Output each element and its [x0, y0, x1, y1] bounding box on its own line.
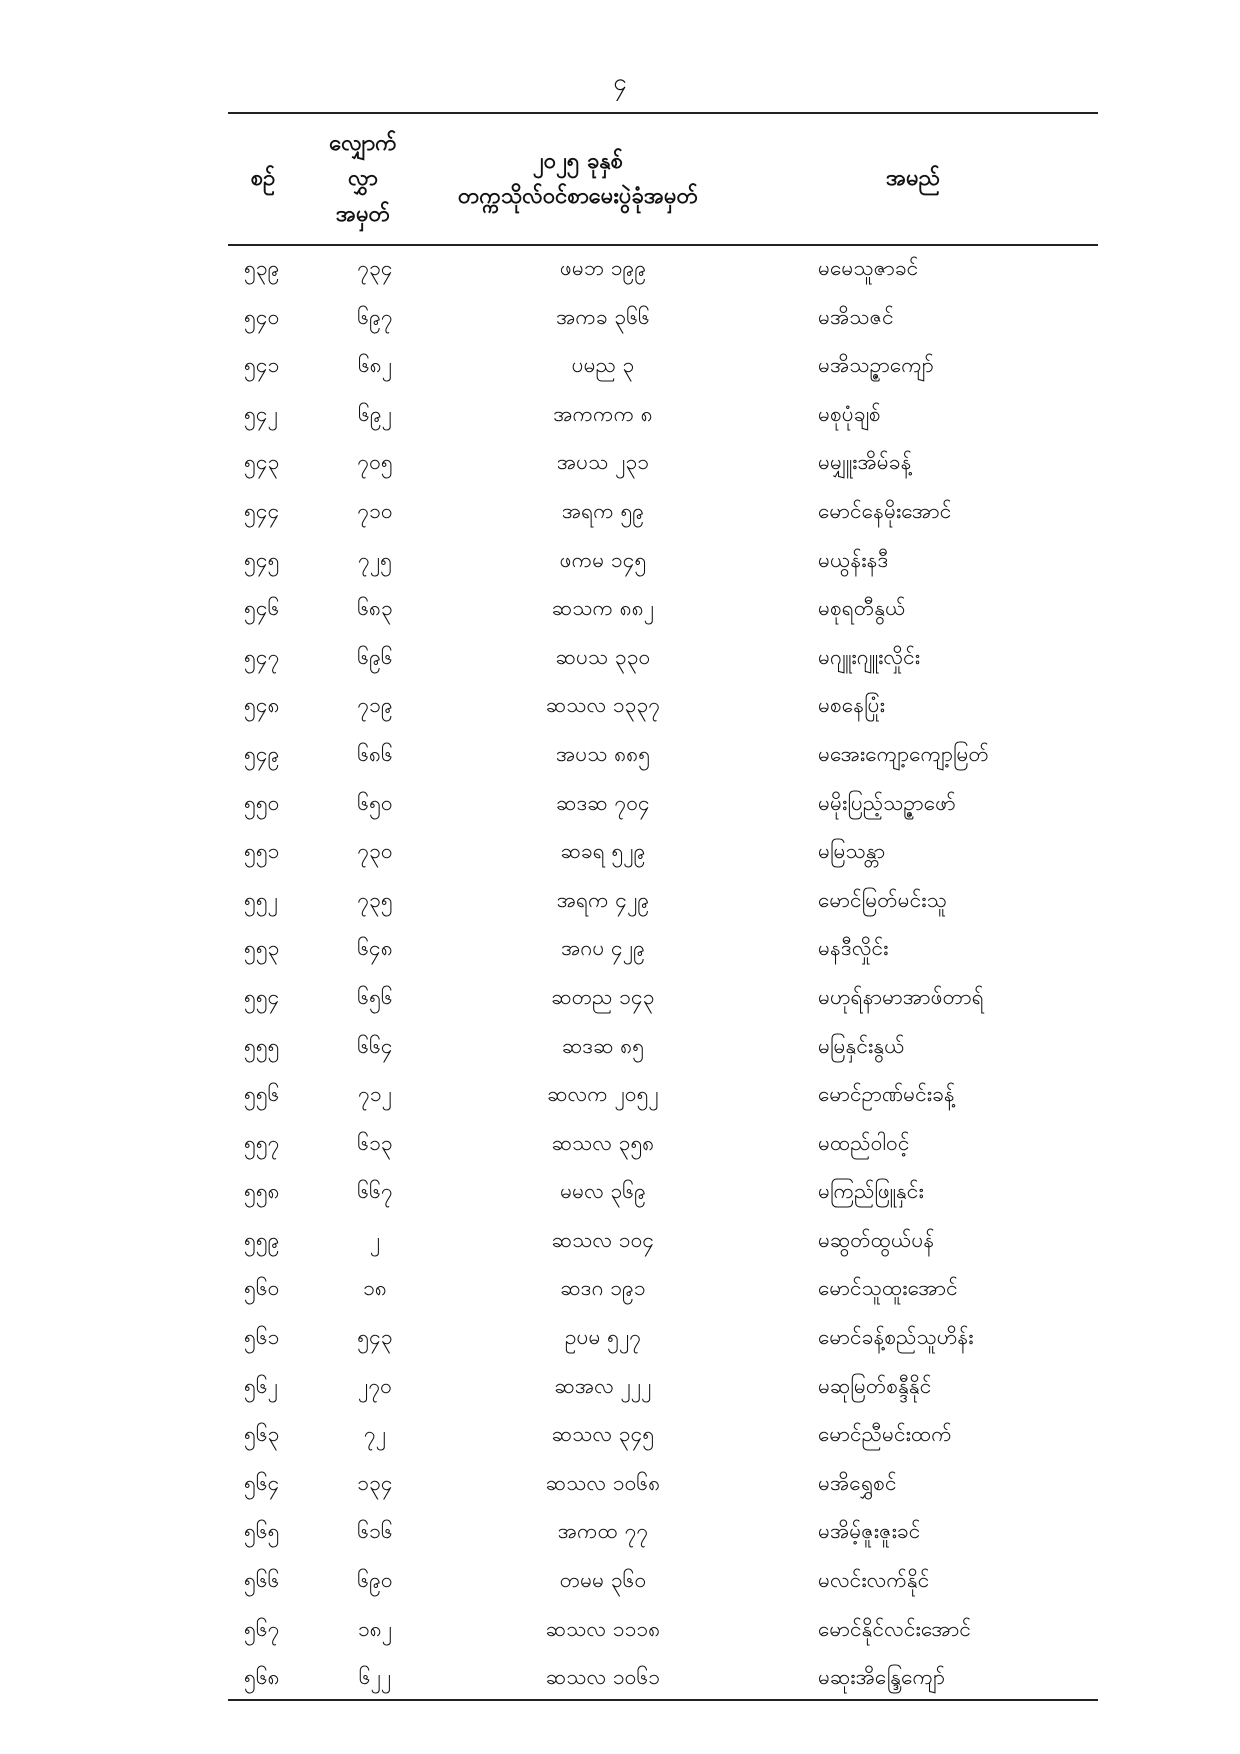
cell-serial: ၅၅၃ — [244, 936, 280, 961]
cell-application-no: ၆၄၈ — [357, 936, 393, 961]
cell-name: မမြနှင်းနွယ် — [818, 1033, 905, 1058]
cell-application-no: ၇၁၉ — [357, 693, 393, 718]
cell-application-no: ၇၃၄ — [357, 256, 393, 280]
cell-exam-roll-no: အရက ၅၉ — [561, 498, 645, 523]
cell-serial: ၅၅၈ — [244, 1179, 280, 1204]
cell-serial: ၅၅၀ — [244, 790, 280, 815]
cell-application-no: ၆၁၃ — [357, 1130, 393, 1155]
table-row — [228, 1270, 1098, 1319]
cell-application-no: ၁၃၄ — [357, 1470, 393, 1495]
cell-exam-roll-no: အကခ ၃၆၆ — [556, 304, 650, 329]
cell-name: မအိရွှေစင် — [818, 1470, 897, 1495]
cell-serial: ၅၄၇ — [244, 644, 280, 669]
cell-exam-roll-no: ဆသလ ၁၃၃၇ — [545, 693, 661, 718]
cell-exam-roll-no: ဆသလ ၃၅၈ — [551, 1130, 655, 1155]
table-row — [228, 250, 1098, 299]
cell-exam-roll-no: အပသ ၈၈၅ — [555, 741, 651, 766]
table-row — [228, 347, 1098, 396]
cell-serial: ၅၄၂ — [244, 401, 278, 426]
cell-serial: ၅၄၁ — [244, 353, 280, 378]
cell-serial: ၅၆၂ — [244, 1373, 278, 1398]
cell-exam-roll-no: တမမ ၃၆၀ — [559, 1568, 647, 1593]
cell-name: မထည်ဝါဝင့် — [818, 1130, 910, 1155]
cell-exam-roll-no: ဆလက ၂၀၅၂ — [547, 1082, 659, 1107]
cell-serial: ၅၅၇ — [244, 1130, 280, 1155]
table-row — [228, 396, 1098, 445]
cell-application-no: ၆၆၇ — [357, 1179, 393, 1204]
cell-name: မောင်ဥာဏ်မင်းခန့် — [818, 1082, 955, 1107]
cell-application-no: ၆၈၆ — [357, 741, 393, 766]
table-row — [228, 1465, 1098, 1514]
cell-name: မဟုရ်နာမာအာဖ်တာရ် — [818, 984, 984, 1009]
cell-serial: ၅၆၅ — [244, 1519, 280, 1544]
table-body — [228, 250, 1098, 1708]
cell-exam-roll-no: မမလ ၃၆၉ — [560, 1179, 646, 1204]
cell-name: မစုပုံချစ် — [818, 401, 881, 426]
cell-serial: ၅၆၇ — [244, 1616, 280, 1641]
cell-application-no: ၆၉၇ — [357, 304, 393, 329]
cell-exam-roll-no: ဥပမ ၅၂၇ — [564, 1325, 642, 1350]
cell-name: မအိမ့်ဇူးဇူးခင် — [818, 1519, 921, 1544]
cell-name: မအိသဉ္ဇာကျော် — [818, 353, 934, 378]
header-exam-line2: တက္ကသိုလ်ဝင်စာမေးပွဲခုံအမှတ် — [457, 184, 699, 209]
cell-serial: ၅၆၈ — [244, 1665, 280, 1690]
table-row — [228, 1319, 1098, 1368]
cell-application-no: ၆၉၆ — [357, 644, 393, 669]
table-bottom-rule — [228, 1699, 1098, 1701]
header-exam-roll-no — [428, 114, 728, 244]
table-row — [228, 1416, 1098, 1465]
table-row — [228, 1076, 1098, 1125]
cell-application-no: ၆၆၄ — [357, 1033, 393, 1058]
table-row — [228, 979, 1098, 1028]
cell-exam-roll-no: ဆဒဂ ၁၉၁ — [560, 1276, 646, 1301]
cell-serial: ၅၄၃ — [244, 450, 280, 475]
cell-name: မယွန်းနဒီ — [818, 547, 889, 572]
cell-application-no: ၇၂၅ — [358, 547, 392, 572]
cell-application-no: ၇၃၅ — [357, 887, 393, 912]
header-application-no — [298, 114, 428, 244]
table-row — [228, 1028, 1098, 1077]
cell-serial: ၅၆၁ — [244, 1325, 280, 1350]
cell-name: မနဒီလှိုင်း — [818, 936, 889, 961]
cell-application-no: ၁၈၂ — [357, 1616, 393, 1641]
table-row — [228, 493, 1098, 542]
cell-serial: ၅၆၄ — [244, 1470, 280, 1495]
page-number: ၄ — [613, 68, 627, 96]
cell-exam-roll-no: ဆသလ ၃၄၅ — [551, 1422, 655, 1447]
table-header-rule — [228, 244, 1098, 246]
cell-name: မစနေပြုံး — [818, 693, 885, 718]
cell-application-no: ၆၂၂ — [358, 1665, 392, 1690]
header-application-line1: လျှောက် — [329, 131, 397, 157]
cell-name: မမိုးပြည့်သဉ္ဇာဖော် — [818, 790, 956, 815]
cell-application-no: ၁၈ — [363, 1276, 387, 1301]
header-name: အမည် — [885, 166, 941, 192]
table-row — [228, 1222, 1098, 1271]
cell-application-no: ၆၈၃ — [357, 596, 393, 621]
table-row — [228, 1173, 1098, 1222]
cell-exam-roll-no: ဆခရ ၅၂၉ — [560, 839, 646, 864]
table-row — [228, 1611, 1098, 1660]
cell-serial: ၅၅၆ — [244, 1082, 280, 1107]
cell-application-no: ၇၁၂ — [358, 1082, 392, 1107]
cell-application-no: ၇၂ — [363, 1422, 387, 1447]
cell-exam-roll-no: အဂပ ၄၂၉ — [561, 936, 645, 961]
cell-name: မောင်နေမိုးအောင် — [818, 498, 952, 523]
table-row — [228, 882, 1098, 931]
cell-application-no: ၆၉၂ — [358, 401, 392, 426]
table-row — [228, 833, 1098, 882]
cell-exam-roll-no: အပသ ၂၃၁ — [556, 450, 650, 475]
cell-application-no: ၆၈၂ — [357, 353, 393, 378]
cell-serial: ၅၆၀ — [244, 1276, 280, 1301]
cell-exam-roll-no: ဆသလ ၁၀၆၁ — [545, 1665, 661, 1690]
table-row — [228, 1368, 1098, 1417]
cell-application-no: ၆၅၆ — [357, 984, 393, 1009]
cell-serial: ၅၅၅ — [244, 1033, 280, 1058]
cell-exam-roll-no: အကကက ၈ — [553, 401, 653, 426]
cell-name: မစုရတီနွယ် — [818, 596, 906, 621]
cell-name: မောင်သူထူးအောင် — [818, 1276, 958, 1301]
cell-application-no: ၆၅၀ — [357, 790, 393, 815]
cell-name: မမြသန္တာ — [818, 839, 886, 864]
cell-application-no: ၆၁၆ — [357, 1519, 393, 1544]
cell-serial: ၅၅၁ — [244, 839, 280, 864]
cell-serial: ၅၄၄ — [244, 498, 280, 523]
cell-serial: ၅၆၃ — [244, 1422, 280, 1447]
table-row — [228, 930, 1098, 979]
cell-application-no: ၂ — [369, 1227, 381, 1252]
cell-name: မောင်မြတ်မင်းသူ — [818, 887, 947, 912]
cell-name: မဆုမြတ်စန္ဒီနိုင် — [818, 1373, 932, 1398]
cell-exam-roll-no: ဆတည ၁၄၃ — [551, 984, 655, 1009]
table-row — [228, 736, 1098, 785]
cell-name: မလင်းလက်နိုင် — [818, 1568, 930, 1593]
table-row — [228, 444, 1098, 493]
cell-name: မောင်နိုင်လင်းအောင် — [818, 1616, 971, 1641]
cell-exam-roll-no: ဖကမ ၁၄၅ — [559, 547, 647, 572]
cell-exam-roll-no: ဆသက ၈၈၂ — [551, 596, 655, 621]
cell-name: မမျှူးအိမ်ခန့် — [818, 450, 912, 475]
cell-name: မဆုးအိန္ဒြေကျော် — [818, 1665, 946, 1690]
header-application-line2: လွှာ — [348, 166, 378, 192]
cell-exam-roll-no: အရက ၄၂၉ — [556, 887, 650, 912]
cell-serial: ၅၅၄ — [244, 984, 280, 1009]
cell-name: မဆွတ်ထွယ်ပန် — [818, 1227, 935, 1252]
cell-exam-roll-no: ဖမဘ ၁၉၉ — [559, 256, 647, 280]
table-header — [228, 114, 1098, 244]
cell-serial: ၅၅၂ — [244, 887, 278, 912]
header-serial: စဉ် — [250, 166, 276, 192]
cell-serial: ၅၃၉ — [244, 256, 280, 280]
cell-name: မဂျူးဂျူးလှိုင်း — [818, 644, 921, 669]
cell-exam-roll-no: အကထ ၇၇ — [557, 1519, 649, 1544]
cell-serial: ၅၅၉ — [244, 1227, 280, 1252]
table-row — [228, 1513, 1098, 1562]
table-row — [228, 590, 1098, 639]
table-row — [228, 299, 1098, 348]
header-exam-line1: ၂၀၂၅ ခုနှစ် — [532, 148, 624, 174]
cell-serial: ၅၄၆ — [244, 596, 280, 621]
table-row — [228, 687, 1098, 736]
cell-exam-roll-no: ဆသလ ၁၁၁၈ — [545, 1616, 661, 1641]
cell-exam-roll-no: ဆအလ ၂၂၂ — [554, 1373, 652, 1398]
cell-name: မောင်ညီမင်းထက် — [818, 1422, 952, 1447]
table-row — [228, 1562, 1098, 1611]
cell-application-no: ၇၃၀ — [357, 839, 393, 864]
cell-serial: ၅၄၉ — [244, 741, 280, 766]
cell-application-no: ၇၀၅ — [357, 450, 393, 475]
table-row — [228, 1125, 1098, 1174]
table-row — [228, 639, 1098, 688]
cell-serial: ၅၄၅ — [244, 547, 280, 572]
cell-serial: ၅၄၈ — [244, 693, 280, 718]
cell-application-no: ၆၉၀ — [357, 1568, 393, 1593]
cell-exam-roll-no: ဆဒဆ ၈၅ — [561, 1033, 645, 1058]
cell-serial: ၅၄၀ — [244, 304, 280, 329]
cell-application-no: ၅၄၃ — [357, 1325, 393, 1350]
cell-name: မကြည်ဖြူနှင်း — [818, 1179, 924, 1204]
table-row — [228, 542, 1098, 591]
cell-application-no: ၂၇၀ — [358, 1373, 392, 1398]
cell-exam-roll-no: ဆသလ ၁၀၆၈ — [545, 1470, 661, 1495]
cell-name: မအိသဇင် — [818, 304, 894, 329]
cell-application-no: ၇၁၀ — [357, 498, 393, 523]
cell-name: မောင်ခန့်စည်သူဟိန်း — [818, 1325, 974, 1350]
cell-exam-roll-no: ဆဒဆ ၇၀၄ — [556, 790, 650, 815]
cell-name: မမေသူဇာခင် — [818, 256, 919, 280]
cell-name: မအေးကျော့ကျော့မြတ် — [818, 741, 989, 766]
cell-exam-roll-no: ပမည ၃ — [571, 353, 635, 378]
cell-exam-roll-no: ဆပသ ၃၃၀ — [555, 644, 651, 669]
cell-exam-roll-no: ဆသလ ၁၀၄ — [551, 1227, 655, 1252]
cell-serial: ၅၆၆ — [244, 1568, 280, 1593]
header-application-line3: အမှတ် — [335, 201, 391, 227]
table-row — [228, 785, 1098, 834]
